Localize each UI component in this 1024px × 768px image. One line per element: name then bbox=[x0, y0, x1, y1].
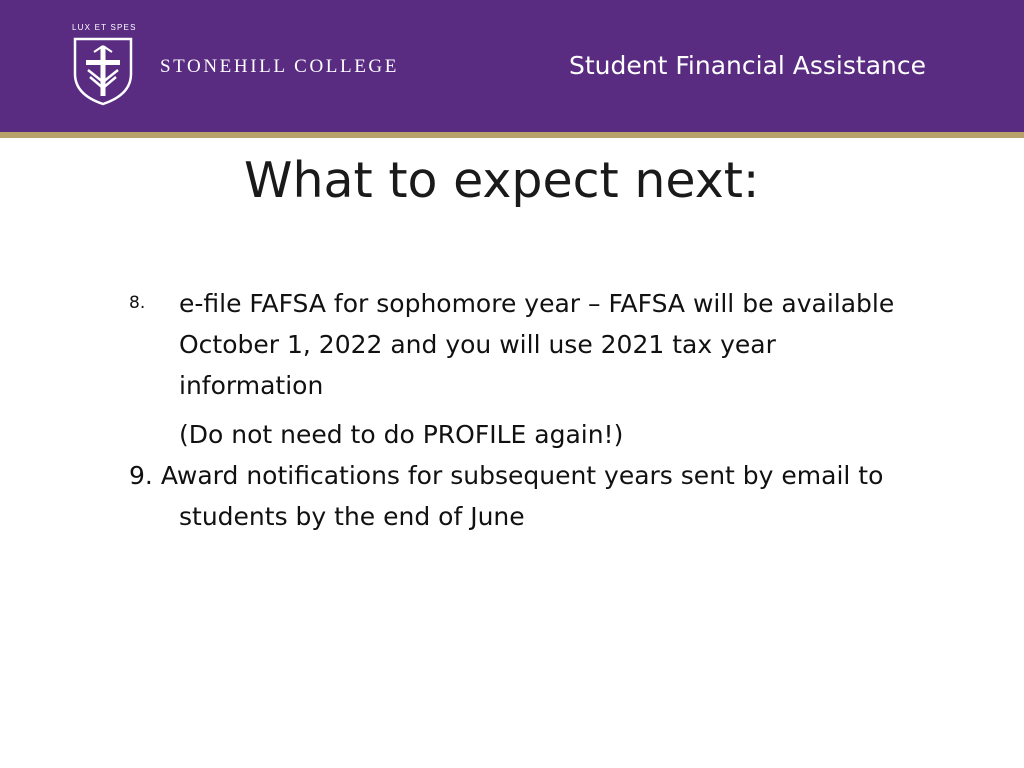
header-gold-rule bbox=[0, 132, 1024, 138]
list-item-text: Award notifications for subsequent years sent by email to students by the end of June bbox=[160, 461, 884, 531]
list-item-9 bbox=[129, 455, 909, 537]
list-item-number: 9. bbox=[129, 461, 153, 490]
department-name: Student Financial Assistance bbox=[569, 51, 926, 80]
shield-cross-icon bbox=[72, 36, 134, 106]
header-bar bbox=[0, 0, 1024, 132]
list-item-note: (Do not need to do PROFILE again!) bbox=[179, 420, 624, 449]
college-motto: LUX ET SPES bbox=[72, 23, 137, 32]
college-name: STONEHILL COLLEGE bbox=[160, 56, 399, 77]
slide-title: What to expect next: bbox=[244, 152, 760, 209]
list-item-8 bbox=[129, 283, 909, 406]
slide-body bbox=[129, 283, 909, 537]
list-item-text: e-file FAFSA for sophomore year – FAFSA will be available October 1, 2022 and you will use 2021 tax year information bbox=[179, 289, 895, 400]
list-item-number: 8. bbox=[129, 293, 146, 313]
